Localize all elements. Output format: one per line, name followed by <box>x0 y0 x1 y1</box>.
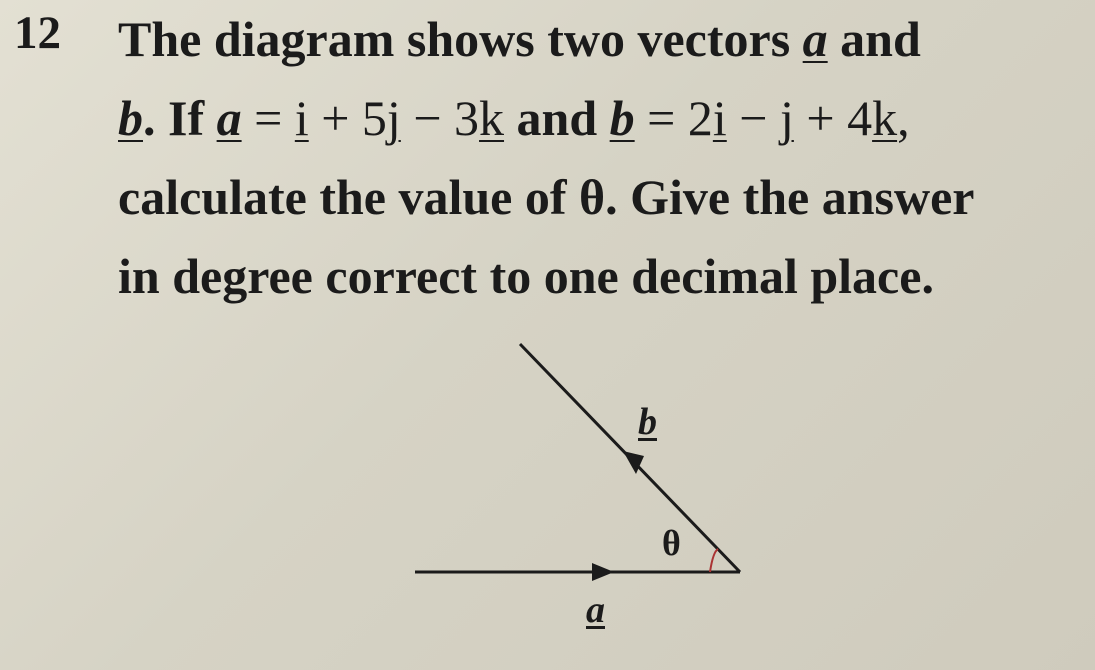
question-text <box>118 0 1078 316</box>
vector-diagram <box>400 330 760 650</box>
unit-vector-j: j <box>386 90 401 146</box>
vector-diagram-svg <box>400 330 760 650</box>
vector-a-label: a <box>586 589 605 631</box>
text-segment: and <box>827 11 921 67</box>
text-segment: + 4 <box>793 90 873 146</box>
question-line-4: in degree correct to one decimal place. <box>118 248 934 304</box>
question-line-1 <box>118 0 1078 79</box>
angle-theta-arc <box>710 549 718 572</box>
unit-vector-k: k <box>872 90 898 146</box>
text-segment: . If <box>143 90 217 146</box>
text-segment: and <box>504 90 610 146</box>
unit-vector-i: i <box>712 90 727 146</box>
vector-b-label: b <box>638 401 657 443</box>
unit-vector-k: k <box>479 90 505 146</box>
vector-a-symbol: a <box>216 90 242 146</box>
text-segment: − 3 <box>400 90 480 146</box>
vector-a-arrowhead <box>592 563 614 581</box>
text-segment: , <box>897 90 910 146</box>
equals-sign: = <box>241 90 295 146</box>
question-line-2 <box>118 79 1078 158</box>
question-number: 12 <box>14 7 61 59</box>
unit-vector-j: j <box>779 90 794 146</box>
vector-b-symbol: b <box>118 90 143 146</box>
text-segment: − <box>726 90 780 146</box>
angle-theta-label: θ <box>662 523 681 563</box>
text-segment: = 2 <box>634 90 713 146</box>
text-segment: + 5 <box>308 90 387 146</box>
unit-vector-i: i <box>294 90 309 146</box>
vector-a-symbol: a <box>802 11 828 67</box>
vector-b-symbol: b <box>609 90 635 146</box>
question-line-3: calculate the value of θ. Give the answer <box>118 169 975 225</box>
text-segment: The diagram shows two vectors <box>118 11 803 67</box>
